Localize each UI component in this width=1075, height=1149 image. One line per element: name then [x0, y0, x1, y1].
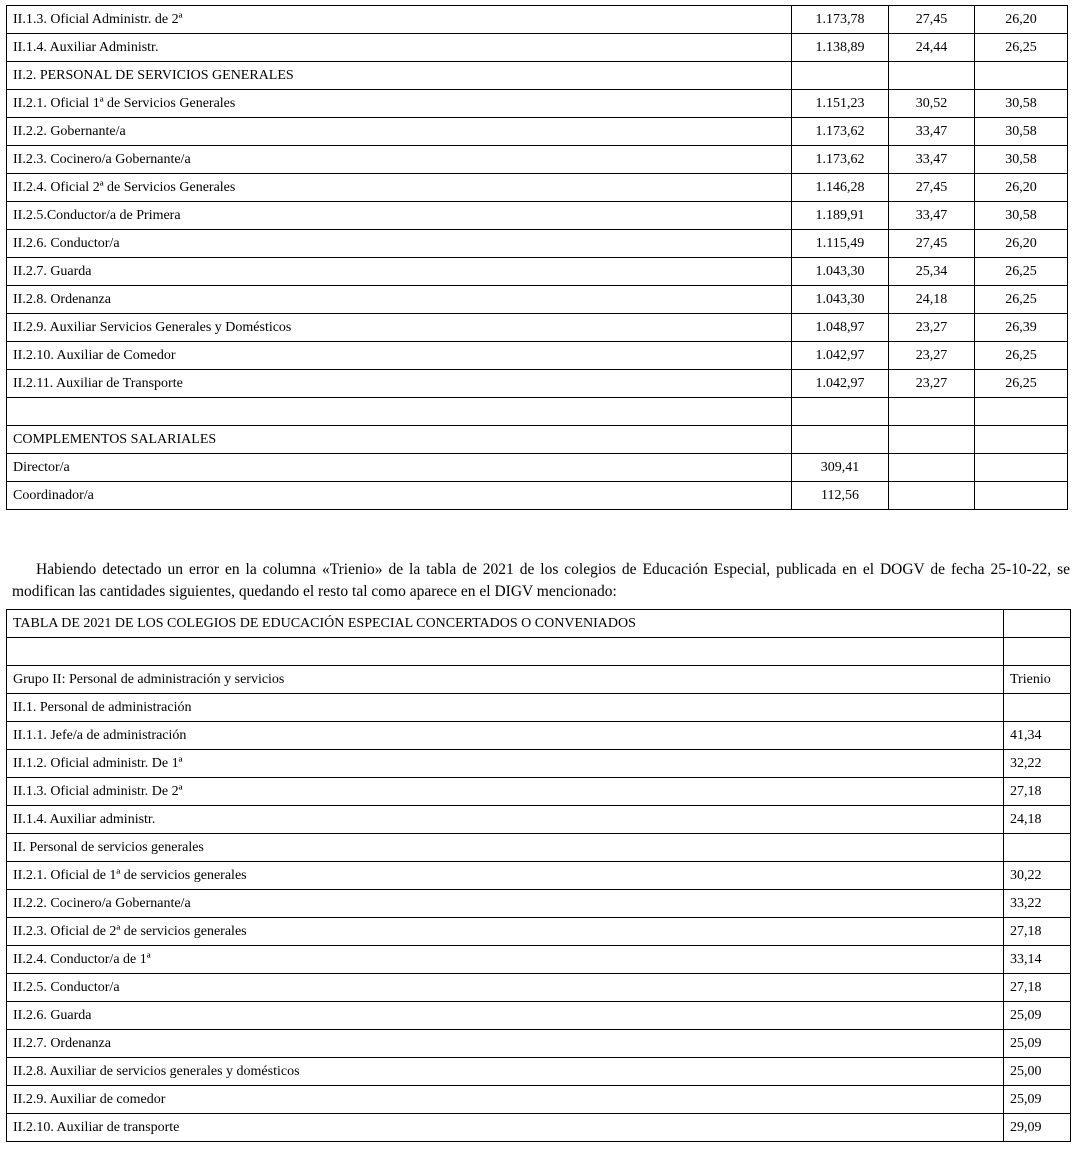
- salary-cell: 1.146,28: [792, 174, 889, 202]
- value-cell: 26,25: [975, 34, 1068, 62]
- salary-cell: 112,56: [792, 482, 889, 510]
- table-row-empty: [7, 398, 1068, 426]
- category-cell: II.1.3. Oficial Administr. de 2ª: [7, 6, 792, 34]
- trienio-cell: 30,22: [1004, 862, 1071, 890]
- table-row: [7, 750, 1071, 778]
- category-cell: II.2.10. Auxiliar de Comedor: [7, 342, 792, 370]
- table-row: [7, 118, 1068, 146]
- category-cell: II.2.8. Auxiliar de servicios generales y domésticos: [7, 1058, 1004, 1086]
- table-row: [7, 778, 1071, 806]
- value-cell: 27,45: [889, 174, 975, 202]
- value-cell: 26,20: [975, 6, 1068, 34]
- salary-cell: 1.189,91: [792, 202, 889, 230]
- category-cell: II.2.9. Auxiliar Servicios Generales y Domésticos: [7, 314, 792, 342]
- category-cell: II.2.9. Auxiliar de comedor: [7, 1086, 1004, 1114]
- salary-cell: 1.043,30: [792, 258, 889, 286]
- salary-cell: 1.138,89: [792, 34, 889, 62]
- category-cell: [7, 398, 792, 426]
- salary-cell: 1.173,78: [792, 6, 889, 34]
- value-cell: [889, 426, 975, 454]
- table-row: [7, 806, 1071, 834]
- table-title: TABLA DE 2021 DE LOS COLEGIOS DE EDUCACIÓN ESPECIAL CONCERTADOS O CONVENIADOS: [7, 610, 1004, 638]
- category-cell: II.2.7. Guarda: [7, 258, 792, 286]
- category-cell: Coordinador/a: [7, 482, 792, 510]
- value-cell: 26,25: [975, 286, 1068, 314]
- table-row: [7, 482, 1068, 510]
- table-title-row: [7, 610, 1071, 638]
- trienio-cell: 25,09: [1004, 1002, 1071, 1030]
- salary-cell: 1.043,30: [792, 286, 889, 314]
- trienio-cell: 27,18: [1004, 974, 1071, 1002]
- table-row: [7, 34, 1068, 62]
- value-cell: [1004, 610, 1071, 638]
- table-row: [7, 1002, 1071, 1030]
- value-cell: [889, 398, 975, 426]
- special-education-trienio-table: [6, 609, 1071, 1142]
- category-cell: II.1.3. Oficial administr. De 2ª: [7, 778, 1004, 806]
- trienio-cell: 24,18: [1004, 806, 1071, 834]
- value-cell: 33,47: [889, 118, 975, 146]
- table-row: [7, 202, 1068, 230]
- category-cell: II.1.4. Auxiliar administr.: [7, 806, 1004, 834]
- category-cell: II.1.4. Auxiliar Administr.: [7, 34, 792, 62]
- value-cell: [975, 398, 1068, 426]
- category-cell: II.2.1. Oficial de 1ª de servicios generales: [7, 862, 1004, 890]
- section-heading-cell: II.1. Personal de administración: [7, 694, 1004, 722]
- value-cell: 23,27: [889, 370, 975, 398]
- value-cell: 30,58: [975, 90, 1068, 118]
- category-cell: II.2.11. Auxiliar de Transporte: [7, 370, 792, 398]
- salary-cell: 1.115,49: [792, 230, 889, 258]
- table-row: [7, 1086, 1071, 1114]
- category-cell: II.2.7. Ordenanza: [7, 1030, 1004, 1058]
- table-row: [7, 1058, 1071, 1086]
- category-cell: II.1.1. Jefe/a de administración: [7, 722, 1004, 750]
- category-cell: II.2.3. Cocinero/a Gobernante/a: [7, 146, 792, 174]
- table-row-empty: [7, 638, 1071, 666]
- salary-cell: 309,41: [792, 454, 889, 482]
- value-cell: [975, 482, 1068, 510]
- trienio-cell: 27,18: [1004, 918, 1071, 946]
- table-row: [7, 974, 1071, 1002]
- trienio-cell: 25,09: [1004, 1030, 1071, 1058]
- section-heading-cell: II.2. PERSONAL DE SERVICIOS GENERALES: [7, 62, 792, 90]
- category-cell: II.2.6. Guarda: [7, 1002, 1004, 1030]
- value-cell: 27,45: [889, 6, 975, 34]
- table-row: [7, 722, 1071, 750]
- category-cell: Director/a: [7, 454, 792, 482]
- category-cell: II.2.4. Oficial 2ª de Servicios Generales: [7, 174, 792, 202]
- table-row: [7, 6, 1068, 34]
- category-cell: II.2.6. Conductor/a: [7, 230, 792, 258]
- category-cell: II.1.2. Oficial administr. De 1ª: [7, 750, 1004, 778]
- table-row: [7, 370, 1068, 398]
- table-row: [7, 1030, 1071, 1058]
- value-cell: 26,25: [975, 342, 1068, 370]
- category-cell: II.2.3. Oficial de 2ª de servicios generales: [7, 918, 1004, 946]
- salary-cell: 1.173,62: [792, 118, 889, 146]
- trienio-cell: 29,09: [1004, 1114, 1071, 1142]
- table-row: [7, 946, 1071, 974]
- value-cell: [889, 454, 975, 482]
- table-row: [7, 314, 1068, 342]
- table-row: [7, 230, 1068, 258]
- salary-table-continued: [6, 5, 1068, 510]
- value-cell: [1004, 834, 1071, 862]
- trienio-cell: 25,00: [1004, 1058, 1071, 1086]
- table-row: [7, 834, 1071, 862]
- value-cell: [975, 62, 1068, 90]
- value-cell: 30,58: [975, 118, 1068, 146]
- value-cell: 24,18: [889, 286, 975, 314]
- table-row: [7, 62, 1068, 90]
- value-cell: [975, 454, 1068, 482]
- trienio-cell: 33,14: [1004, 946, 1071, 974]
- category-cell: II.2.4. Conductor/a de 1ª: [7, 946, 1004, 974]
- value-cell: 30,52: [889, 90, 975, 118]
- table-row: [7, 1114, 1071, 1142]
- salary-cell: 1.042,97: [792, 342, 889, 370]
- section-heading-cell: II. Personal de servicios generales: [7, 834, 1004, 862]
- salary-cell: 1.173,62: [792, 146, 889, 174]
- table-row: [7, 146, 1068, 174]
- value-cell: 33,47: [889, 146, 975, 174]
- value-cell: [1004, 638, 1071, 666]
- salary-cell: [792, 62, 889, 90]
- value-cell: 26,25: [975, 370, 1068, 398]
- table-row: [7, 286, 1068, 314]
- value-cell: [975, 426, 1068, 454]
- category-cell: II.2.5.Conductor/a de Primera: [7, 202, 792, 230]
- table-row: [7, 342, 1068, 370]
- value-cell: 24,44: [889, 34, 975, 62]
- salary-cell: [792, 426, 889, 454]
- table-row: [7, 174, 1068, 202]
- value-cell: [889, 482, 975, 510]
- salary-cell: 1.151,23: [792, 90, 889, 118]
- salary-cell: 1.048,97: [792, 314, 889, 342]
- table-header-row: [7, 666, 1071, 694]
- trienio-header: Trienio: [1004, 666, 1071, 694]
- table-row: [7, 862, 1071, 890]
- value-cell: 26,25: [975, 258, 1068, 286]
- value-cell: 23,27: [889, 314, 975, 342]
- value-cell: 33,47: [889, 202, 975, 230]
- group-header: Grupo II: Personal de administración y servicios: [7, 666, 1004, 694]
- value-cell: 26,20: [975, 230, 1068, 258]
- table-row: [7, 426, 1068, 454]
- category-cell: II.2.2. Cocinero/a Gobernante/a: [7, 890, 1004, 918]
- value-cell: 30,58: [975, 202, 1068, 230]
- table-row: [7, 90, 1068, 118]
- category-cell: [7, 638, 1004, 666]
- trienio-cell: 32,22: [1004, 750, 1071, 778]
- category-cell: II.2.8. Ordenanza: [7, 286, 792, 314]
- table-row: [7, 890, 1071, 918]
- table-row: [7, 454, 1068, 482]
- value-cell: 30,58: [975, 146, 1068, 174]
- trienio-cell: 33,22: [1004, 890, 1071, 918]
- trienio-cell: 41,34: [1004, 722, 1071, 750]
- value-cell: 25,34: [889, 258, 975, 286]
- trienio-cell: 25,09: [1004, 1086, 1071, 1114]
- value-cell: 23,27: [889, 342, 975, 370]
- category-cell: II.2.2. Gobernante/a: [7, 118, 792, 146]
- trienio-cell: 27,18: [1004, 778, 1071, 806]
- category-cell: II.2.10. Auxiliar de transporte: [7, 1114, 1004, 1142]
- value-cell: [1004, 694, 1071, 722]
- table-row: [7, 918, 1071, 946]
- section-heading-cell: COMPLEMENTOS SALARIALES: [7, 426, 792, 454]
- category-cell: II.2.1. Oficial 1ª de Servicios Generales: [7, 90, 792, 118]
- value-cell: 26,20: [975, 174, 1068, 202]
- value-cell: 27,45: [889, 230, 975, 258]
- salary-cell: 1.042,97: [792, 370, 889, 398]
- category-cell: II.2.5. Conductor/a: [7, 974, 1004, 1002]
- value-cell: [889, 62, 975, 90]
- table-row: [7, 258, 1068, 286]
- correction-paragraph: Habiendo detectado un error en la columna «Trienio» de la tabla de 2021 de los colegios de Educación Especial, publicada en el DOGV de fecha 25-10-22, se modifican las cantidades siguientes, quedando el resto tal como aparece en el DIGV mencionado:: [12, 560, 1070, 600]
- table-row: [7, 694, 1071, 722]
- value-cell: 26,39: [975, 314, 1068, 342]
- salary-cell: [792, 398, 889, 426]
